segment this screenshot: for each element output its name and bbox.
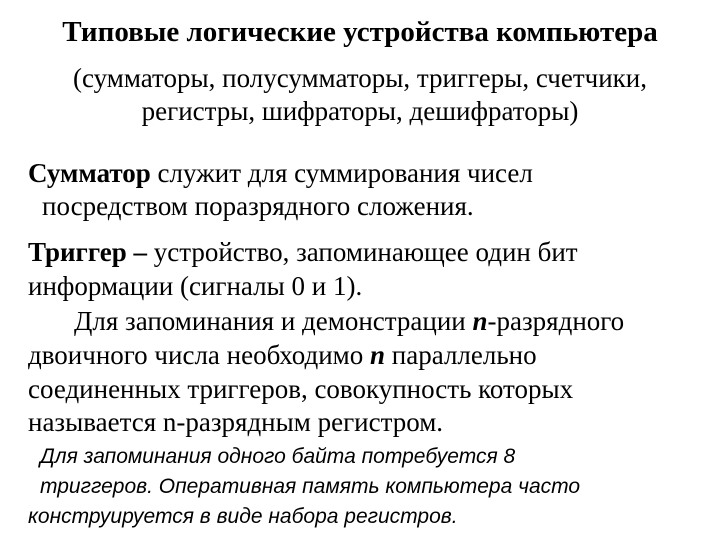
trigger-line-1-text: устройство, запоминающее один бит [153, 237, 578, 267]
trigger-line-4-a: двоичного числа необходимо [28, 340, 371, 370]
trigger-line-4-b: параллельно [385, 340, 537, 370]
note-line-2: триггеров. Оперативная память компьютера часто [40, 475, 581, 498]
trigger-line-6: называется n-разрядным регистром. [28, 407, 444, 437]
adder-line-1 [28, 157, 533, 190]
trigger-term: Триггер [28, 237, 127, 267]
note-line-3: конструируется в виде набора регистров. [28, 505, 458, 528]
trigger-dash: – [126, 237, 154, 267]
adder-term: Сумматор [28, 158, 151, 188]
trigger-line-4 [28, 339, 537, 372]
adder-line-2: посредством поразрядного сложения. [42, 191, 474, 221]
trigger-line-3-b: -разрядного [487, 306, 625, 336]
trigger-line-3 [74, 305, 624, 338]
subtitle-line-1: (сумматоры, полусумматоры, триггеры, счетчики, [73, 63, 647, 93]
trigger-line-1 [28, 236, 578, 269]
trigger-line-2: информации (сигналы 0 и 1). [28, 271, 363, 301]
slide-title: Типовые логические устройства компьютера [62, 16, 658, 48]
trigger-line-5: соединенных триггеров, совокупность которых [28, 374, 574, 404]
n-symbol: n [472, 306, 488, 336]
n-symbol: n [370, 340, 386, 370]
trigger-line-3-a: Для запоминания и демонстрации [74, 306, 473, 336]
subtitle-line-2: регистры, шифраторы, дешифраторы) [141, 96, 579, 126]
adder-line-1-text: служит для суммирования чисел [150, 158, 533, 188]
note-line-1: Для запоминания одного байта потребуется 8 [40, 445, 516, 468]
